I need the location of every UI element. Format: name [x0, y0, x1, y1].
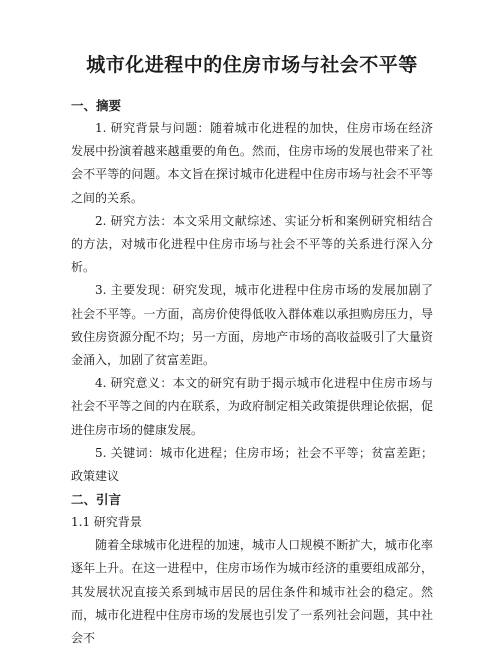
abstract-heading: 一、摘要 — [71, 98, 122, 113]
document-page — [71, 52, 433, 650]
intro-paragraph: 随着全球城市化进程的加速，城市人口规模不断扩大，城市化率逐年上升。在这一进程中，住房市场作为城市经济的重要组成部分，其发展状况直接关系到城市居民的居住条件和城市社会的稳定。然而，城市化进程中住房市场的发展也引发了一系列社会问题，其中社会不 — [71, 538, 433, 646]
abstract-item-3: 3. 主要发现：研究发现，城市化进程中住房市场的发展加剧了社会不平等。一方面，高房价使得低收入群体难以承担购房压力，导致住房资源分配不均；另一方面，房地产市场的高收益吸引了大量资金涌入，加剧了贫富差距。 — [71, 283, 433, 368]
intro-subheading: 1.1 研究背景 — [71, 515, 142, 530]
abstract-item-1: 1. 研究背景与问题：随着城市化进程的加快，住房市场在经济发展中扮演着越来越重要的角色。然而，住房市场的发展也带来了社会不平等的问题。本文旨在探讨城市化进程中住房市场与社会不平等之间的关系。 — [71, 121, 433, 205]
abstract-item-5: 5. 关键词：城市化进程；住房市场；社会不平等；贫富差距；政策建议 — [71, 445, 433, 484]
document-title: 城市化进程中的住房市场与社会不平等 — [86, 54, 418, 76]
intro-heading: 二、引言 — [71, 492, 122, 508]
abstract-item-2: 2. 研究方法：本文采用文献综述、实证分析和案例研究相结合的方法，对城市化进程中住房市场与社会不平等的关系进行深入分析。 — [71, 213, 433, 275]
abstract-item-4: 4. 研究意义：本文的研究有助于揭示城市化进程中住房市场与社会不平等之间的内在联系，为政府制定相关政策提供理论依据，促进住房市场的健康发展。 — [71, 376, 433, 437]
